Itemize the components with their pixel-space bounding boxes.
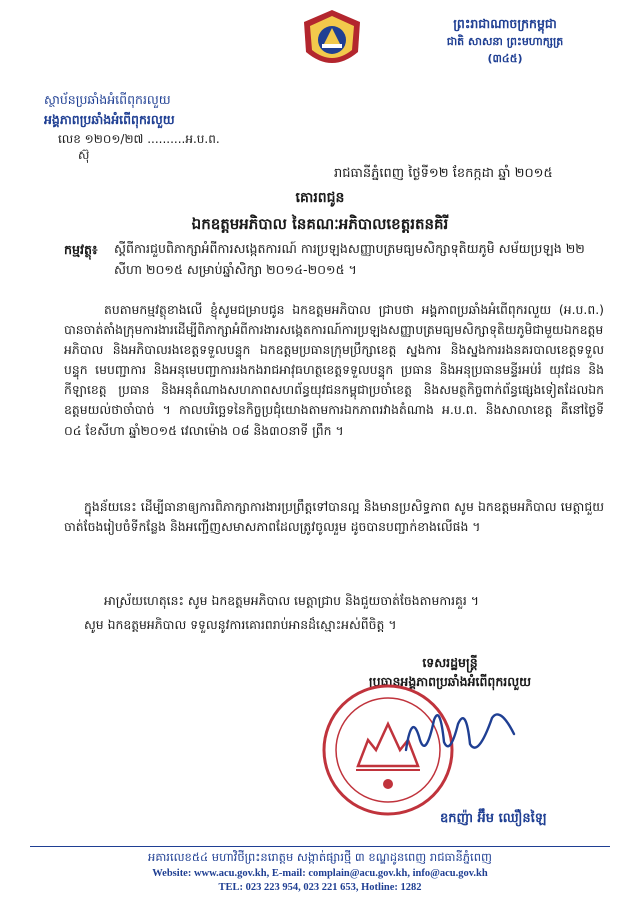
signatory-name: ឧកញ៉ា អ៊ឹម ឈឿនឡៃ — [440, 811, 547, 826]
handwritten-signature — [400, 700, 520, 760]
reference-sub: ស៊ុ — [78, 147, 90, 162]
kingdom-title: ព្រះរាជាណាចក្រកម្ពុជា — [453, 16, 557, 31]
footer-phone: TEL: 023 223 954, 023 221 653, Hotline: 1282 — [218, 882, 422, 894]
signatory-position: ប្រធានអង្គភាពប្រឆាំងអំពើពុករលួយ — [368, 674, 532, 690]
subject-label: កម្មវត្ថុ៖ — [64, 242, 98, 257]
body-paragraph-3: អាស្រ័យហេតុនេះ សូម ឯកឧត្តមអភិបាល មេត្តាជ្រាប និងជួយចាត់ចែងតាមការគួរ ។ — [104, 593, 479, 608]
reference-main: លេខ ១២០១/២៧ ..........អ.ប.ព. — [58, 132, 220, 146]
kingdom-motto: ជាតិ សាសនា ព្រះមហាក្សត្រ — [446, 35, 564, 49]
subject-text: ស្តីពីការជួបពិភាក្សាអំពីការសង្កេតការណ៍ ការប្រឡងសញ្ញាបត្រមធ្យមសិក្សាទុតិយភូមិ សម័យប្រឡង ២២ សីហា ២០១៥ សម្រាប់ឆ្នាំសិក្សា ២០១៤-២០១៥ ។ — [114, 240, 585, 277]
subject-block — [64, 240, 600, 280]
signatory-rank: ទេសរដ្ឋមន្ត្រី — [422, 655, 478, 670]
agency-block — [44, 90, 175, 130]
footer-address: អគារលេខ៥៤ មហាវិថីព្រះនរោត្តម សង្កាត់ផ្សារថ្មី ៣ ខណ្ឌដូនពេញ រាជធានីភ្នំពេញ — [148, 850, 492, 864]
body-paragraph-2: ក្នុងន័យនេះ ដើម្បីធានាឲ្យការពិភាក្សាការងារប្រព្រឹត្តទៅបានល្អ និងមានប្រសិទ្ធភាព សូម ឯកឧត្តមអភិបាល មេត្តាជួយចាត់ចែងរៀបចំទីកន្លែង និងអញ្ជើញសមាសភាពដែលត្រូវចូលរួម ដូចបានបញ្ជាក់ខាងលើផង ។ — [64, 499, 604, 535]
body-paragraph-4: សូម ឯកឧត្តមអភិបាល ទទួលនូវការគោរពរាប់អានដ៏ស្មោះអស់ពីចិត្ត ។ — [84, 617, 397, 632]
recipient-block — [0, 188, 640, 237]
letter-date: រាជធានីភ្នំពេញ ថ្ងៃទី១២ ខែកក្កដា ឆ្នាំ ២០១៥ — [334, 166, 553, 181]
reference-number — [58, 132, 220, 163]
acu-emblem-logo — [300, 8, 364, 76]
kingdom-header — [430, 14, 580, 67]
body-paragraph-1: តបតាមកម្មវត្ថុខាងលើ ខ្ញុំសូមជម្រាបជូន ឯកឧត្តមអភិបាល ជ្រាបថា អង្គភាពប្រឆាំងអំពើពុករលួយ (អ.ប.ព.) បានចាត់តាំងក្រុមការងារដើម្បីពិភាក្សាអំពីការងារសង្កេតការណ៍ការប្រឡងសញ្ញាបត្រមធ្យមសិក្សាទុតិយភូមិជាមួយឯកឧត្តមអភិបាល និងអភិបាលរងខេត្តទទួលបន្ទុក ឯកឧត្តមប្រធានក្រុមប្រឹក្សាខេត្ត ស្នងការ និងស្នងការរងនគរបាលខេត្តទទួលបន្ទុក មេបញ្ជាការ និងអនុមេបញ្ជាការរងកងរាជអាវុធហត្ថខេត្តទទួលបន្ទុក ប្រធាន និងអនុប្រធានមន្ទីរអប់រំ យុវជន និងកីឡាខេត្ត ប្រធាន និងអនុតំណាងសហភាពសហព័ន្ធយុវជនកម្ពុជាប្រចាំខេត្ត និងសមត្ថកិច្ចពាក់ព័ន្ធផ្សេងទៀតដែលឯកឧត្តមយល់ថាចាំបាច់ ។ កាលបរិច្ឆេទនៃកិច្ចប្រជុំយោងតាមការឯកភាពរវាងតំណាង អ.ប.ព. និងសាលាខេត្ត គឺនៅថ្ងៃទី ០៤ ខែសីហា ឆ្នាំ២០១៥ វេលាម៉ោង ០៨ និង៣០នាទី ព្រឹក ។ — [64, 302, 604, 438]
recipient-name: ឯកឧត្តមអភិបាល នៃគណៈអភិបាលខេត្តរតនគិរី — [191, 215, 449, 233]
recipient-salutation: គោរពជូន — [295, 190, 345, 206]
footer-divider — [30, 846, 610, 847]
agency-line2: អង្គភាពប្រឆាំងអំពើពុករលួយ — [44, 112, 175, 127]
footer — [0, 850, 640, 895]
header-ornament: (៣៤៥) — [487, 52, 523, 66]
footer-website-email: Website: www.acu.gov.kh, E-mail: complain@acu.gov.kh, info@acu.gov.kh — [152, 868, 488, 879]
agency-line1: ស្ថាប័នប្រឆាំងអំពើពុករលួយ — [44, 92, 171, 107]
